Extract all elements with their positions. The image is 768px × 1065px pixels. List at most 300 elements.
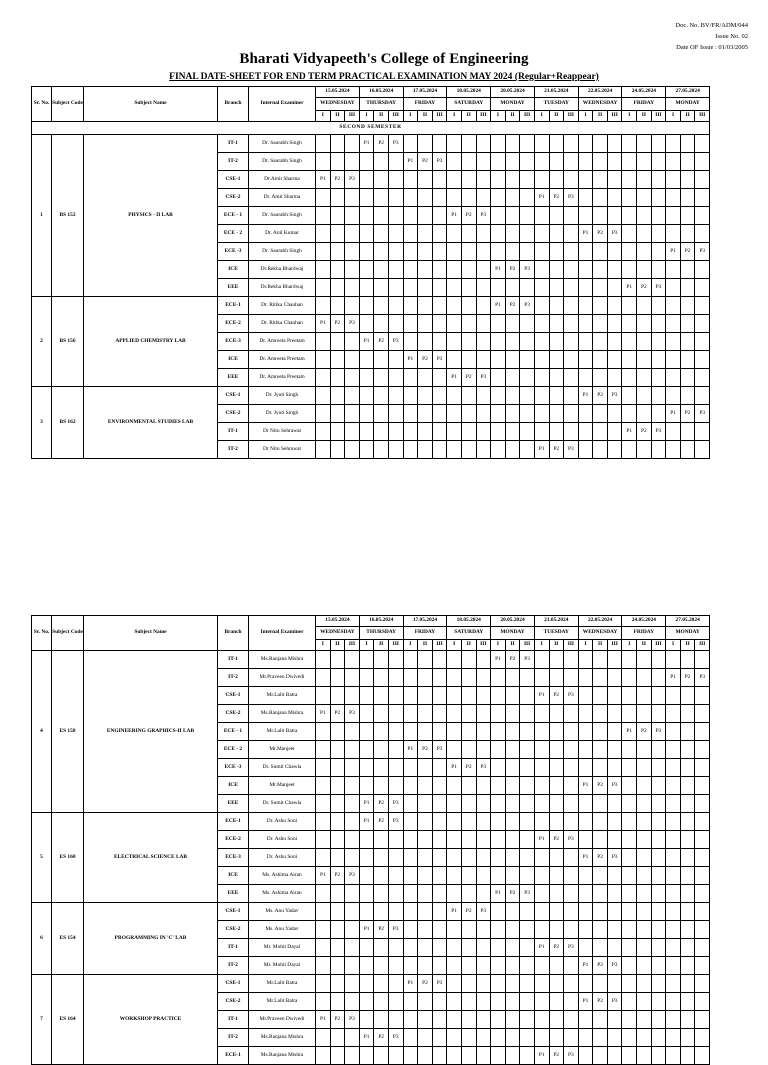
practical-slot-cell: P3	[651, 279, 666, 297]
empty-slot-cell	[549, 651, 564, 669]
empty-slot-cell	[695, 351, 710, 369]
practical-slot-cell: P3	[476, 759, 491, 777]
empty-slot-cell	[534, 279, 549, 297]
empty-slot-cell	[476, 723, 491, 741]
practical-slot-cell: P1	[403, 153, 418, 171]
empty-slot-cell	[461, 441, 476, 459]
empty-slot-cell	[461, 279, 476, 297]
empty-slot-cell	[680, 441, 695, 459]
empty-slot-cell	[461, 975, 476, 993]
empty-slot-cell	[388, 279, 403, 297]
empty-slot-cell	[316, 333, 331, 351]
branch-cell: ECE-2	[218, 831, 249, 849]
empty-slot-cell	[432, 369, 447, 387]
examiner-cell: Mr. Mohit Dayal	[249, 957, 316, 975]
subject-code: ES 154	[52, 903, 84, 975]
empty-slot-cell	[637, 813, 652, 831]
empty-slot-cell	[461, 135, 476, 153]
empty-slot-cell	[359, 315, 374, 333]
empty-slot-cell	[476, 333, 491, 351]
practical-slot-cell: P2	[637, 423, 652, 441]
empty-slot-cell	[680, 741, 695, 759]
empty-slot-cell	[549, 723, 564, 741]
empty-slot-cell	[578, 651, 593, 669]
empty-slot-cell	[432, 669, 447, 687]
empty-slot-cell	[418, 135, 433, 153]
empty-slot-cell	[359, 651, 374, 669]
empty-slot-cell	[564, 225, 579, 243]
empty-slot-cell	[505, 1011, 520, 1029]
empty-slot-cell	[359, 369, 374, 387]
empty-slot-cell	[476, 957, 491, 975]
empty-slot-cell	[666, 279, 681, 297]
empty-slot-cell	[680, 993, 695, 1011]
empty-slot-cell	[637, 369, 652, 387]
empty-slot-cell	[549, 135, 564, 153]
empty-slot-cell	[491, 315, 506, 333]
date-header: 15.05.2024	[316, 616, 360, 627]
empty-slot-cell	[403, 171, 418, 189]
practical-slot-cell: P1	[534, 939, 549, 957]
empty-slot-cell	[651, 921, 666, 939]
practical-slot-cell: P1	[534, 1047, 549, 1065]
practical-slot-cell: P2	[505, 297, 520, 315]
shift-header: II	[549, 640, 564, 651]
examiner-cell: Ms. Ashima Airan	[249, 867, 316, 885]
examiner-cell: Dr. Sumit Chawla	[249, 795, 316, 813]
empty-slot-cell	[578, 279, 593, 297]
day-header: WEDNESDAY	[316, 627, 360, 640]
empty-slot-cell	[637, 1011, 652, 1029]
empty-slot-cell	[432, 777, 447, 795]
empty-slot-cell	[316, 279, 331, 297]
empty-slot-cell	[651, 207, 666, 225]
empty-slot-cell	[491, 369, 506, 387]
empty-slot-cell	[695, 903, 710, 921]
empty-slot-cell	[374, 297, 389, 315]
empty-slot-cell	[476, 189, 491, 207]
empty-slot-cell	[666, 1047, 681, 1065]
shift-header: I	[447, 111, 462, 122]
empty-slot-cell	[388, 777, 403, 795]
empty-slot-cell	[622, 441, 637, 459]
shift-header: I	[578, 111, 593, 122]
empty-slot-cell	[622, 849, 637, 867]
practical-slot-cell: P1	[534, 687, 549, 705]
empty-slot-cell	[447, 975, 462, 993]
empty-slot-cell	[651, 651, 666, 669]
empty-slot-cell	[578, 1029, 593, 1047]
empty-slot-cell	[637, 777, 652, 795]
empty-slot-cell	[593, 759, 608, 777]
empty-slot-cell	[316, 975, 331, 993]
empty-slot-cell	[564, 423, 579, 441]
empty-slot-cell	[637, 705, 652, 723]
empty-slot-cell	[564, 135, 579, 153]
shift-header: II	[680, 111, 695, 122]
empty-slot-cell	[330, 687, 345, 705]
empty-slot-cell	[578, 939, 593, 957]
empty-slot-cell	[666, 333, 681, 351]
empty-slot-cell	[622, 315, 637, 333]
empty-slot-cell	[418, 297, 433, 315]
empty-slot-cell	[374, 171, 389, 189]
empty-slot-cell	[330, 1029, 345, 1047]
empty-slot-cell	[418, 1011, 433, 1029]
practical-slot-cell: P1	[447, 903, 462, 921]
empty-slot-cell	[403, 279, 418, 297]
empty-slot-cell	[461, 723, 476, 741]
empty-slot-cell	[374, 993, 389, 1011]
empty-slot-cell	[491, 849, 506, 867]
branch-cell: CSE-1	[218, 975, 249, 993]
empty-slot-cell	[403, 759, 418, 777]
empty-slot-cell	[622, 351, 637, 369]
shift-header: I	[534, 640, 549, 651]
empty-slot-cell	[520, 957, 535, 975]
day-header: SATURDAY	[447, 98, 491, 111]
practical-slot-cell: P3	[345, 867, 360, 885]
empty-slot-cell	[447, 867, 462, 885]
empty-slot-cell	[432, 705, 447, 723]
empty-slot-cell	[345, 687, 360, 705]
empty-slot-cell	[578, 669, 593, 687]
empty-slot-cell	[447, 1029, 462, 1047]
empty-slot-cell	[666, 135, 681, 153]
empty-slot-cell	[564, 705, 579, 723]
empty-slot-cell	[388, 369, 403, 387]
empty-slot-cell	[461, 813, 476, 831]
empty-slot-cell	[345, 387, 360, 405]
empty-slot-cell	[680, 975, 695, 993]
empty-slot-cell	[388, 423, 403, 441]
empty-slot-cell	[666, 939, 681, 957]
empty-slot-cell	[330, 669, 345, 687]
shift-header: I	[491, 111, 506, 122]
empty-slot-cell	[476, 867, 491, 885]
empty-slot-cell	[622, 975, 637, 993]
empty-slot-cell	[534, 297, 549, 315]
shift-header: III	[476, 640, 491, 651]
empty-slot-cell	[403, 225, 418, 243]
empty-slot-cell	[359, 297, 374, 315]
empty-slot-cell	[695, 279, 710, 297]
empty-slot-cell	[447, 333, 462, 351]
empty-slot-cell	[505, 975, 520, 993]
empty-slot-cell	[476, 423, 491, 441]
examiner-cell: Dr. Ashu Soni	[249, 831, 316, 849]
day-header: MONDAY	[666, 98, 710, 111]
empty-slot-cell	[403, 315, 418, 333]
empty-slot-cell	[461, 885, 476, 903]
empty-slot-cell	[578, 441, 593, 459]
empty-slot-cell	[418, 921, 433, 939]
empty-slot-cell	[403, 993, 418, 1011]
empty-slot-cell	[476, 351, 491, 369]
header-subject-name: Subject Name	[84, 87, 218, 122]
empty-slot-cell	[695, 957, 710, 975]
empty-slot-cell	[607, 885, 622, 903]
empty-slot-cell	[359, 243, 374, 261]
empty-slot-cell	[491, 387, 506, 405]
empty-slot-cell	[607, 243, 622, 261]
empty-slot-cell	[593, 885, 608, 903]
practical-slot-cell: P3	[476, 369, 491, 387]
empty-slot-cell	[476, 135, 491, 153]
empty-slot-cell	[695, 939, 710, 957]
practical-slot-cell: P3	[388, 135, 403, 153]
examiner-cell: Ms. Anu Yadav	[249, 903, 316, 921]
empty-slot-cell	[622, 333, 637, 351]
empty-slot-cell	[637, 207, 652, 225]
empty-slot-cell	[447, 261, 462, 279]
empty-slot-cell	[651, 957, 666, 975]
practical-slot-cell: P3	[607, 387, 622, 405]
examiner-cell: Dr. Saurabh Singh	[249, 207, 316, 225]
empty-slot-cell	[651, 741, 666, 759]
empty-slot-cell	[505, 921, 520, 939]
empty-slot-cell	[330, 279, 345, 297]
empty-slot-cell	[374, 759, 389, 777]
empty-slot-cell	[578, 741, 593, 759]
empty-slot-cell	[476, 243, 491, 261]
empty-slot-cell	[607, 261, 622, 279]
empty-slot-cell	[695, 261, 710, 279]
subject-name: APPLIED CHEMISTRY LAB	[84, 297, 218, 387]
empty-slot-cell	[534, 885, 549, 903]
empty-slot-cell	[432, 333, 447, 351]
empty-slot-cell	[374, 315, 389, 333]
shift-header: III	[651, 640, 666, 651]
empty-slot-cell	[593, 795, 608, 813]
examiner-cell: Ms.Ranjana Mishra	[249, 651, 316, 669]
empty-slot-cell	[695, 759, 710, 777]
empty-slot-cell	[680, 369, 695, 387]
empty-slot-cell	[505, 867, 520, 885]
empty-slot-cell	[461, 867, 476, 885]
practical-slot-cell: P3	[432, 351, 447, 369]
empty-slot-cell	[534, 207, 549, 225]
empty-slot-cell	[534, 849, 549, 867]
empty-slot-cell	[432, 207, 447, 225]
empty-slot-cell	[432, 1047, 447, 1065]
empty-slot-cell	[374, 207, 389, 225]
empty-slot-cell	[388, 939, 403, 957]
practical-slot-cell: P3	[695, 243, 710, 261]
practical-slot-cell: P1	[491, 651, 506, 669]
shift-header: III	[432, 640, 447, 651]
empty-slot-cell	[330, 297, 345, 315]
header-branch: Branch	[218, 87, 249, 122]
empty-slot-cell	[593, 423, 608, 441]
empty-slot-cell	[403, 831, 418, 849]
empty-slot-cell	[593, 669, 608, 687]
empty-slot-cell	[330, 405, 345, 423]
empty-slot-cell	[622, 957, 637, 975]
empty-slot-cell	[418, 669, 433, 687]
empty-slot-cell	[374, 369, 389, 387]
empty-slot-cell	[505, 993, 520, 1011]
practical-slot-cell: P2	[593, 849, 608, 867]
subject-sr-no: 6	[32, 903, 52, 975]
empty-slot-cell	[403, 651, 418, 669]
empty-slot-cell	[432, 225, 447, 243]
empty-slot-cell	[403, 387, 418, 405]
empty-slot-cell	[374, 831, 389, 849]
empty-slot-cell	[666, 207, 681, 225]
shift-header: III	[695, 640, 710, 651]
empty-slot-cell	[491, 723, 506, 741]
empty-slot-cell	[491, 777, 506, 795]
empty-slot-cell	[316, 1047, 331, 1065]
empty-slot-cell	[418, 813, 433, 831]
empty-slot-cell	[578, 723, 593, 741]
empty-slot-cell	[578, 189, 593, 207]
empty-slot-cell	[637, 921, 652, 939]
empty-slot-cell	[476, 387, 491, 405]
empty-slot-cell	[461, 261, 476, 279]
empty-slot-cell	[388, 831, 403, 849]
empty-slot-cell	[651, 1047, 666, 1065]
empty-slot-cell	[345, 795, 360, 813]
empty-slot-cell	[520, 315, 535, 333]
empty-slot-cell	[418, 723, 433, 741]
empty-slot-cell	[461, 387, 476, 405]
empty-slot-cell	[607, 441, 622, 459]
empty-slot-cell	[549, 957, 564, 975]
practical-slot-cell: P2	[680, 405, 695, 423]
empty-slot-cell	[549, 813, 564, 831]
empty-slot-cell	[447, 1047, 462, 1065]
empty-slot-cell	[593, 741, 608, 759]
empty-slot-cell	[593, 921, 608, 939]
date-header: 24.05.2024	[622, 87, 666, 98]
practical-slot-cell: P3	[476, 207, 491, 225]
empty-slot-cell	[418, 885, 433, 903]
empty-slot-cell	[491, 405, 506, 423]
empty-slot-cell	[549, 867, 564, 885]
practical-slot-cell: P2	[374, 135, 389, 153]
empty-slot-cell	[651, 705, 666, 723]
empty-slot-cell	[476, 687, 491, 705]
empty-slot-cell	[403, 903, 418, 921]
empty-slot-cell	[359, 705, 374, 723]
empty-slot-cell	[578, 171, 593, 189]
empty-slot-cell	[316, 387, 331, 405]
empty-slot-cell	[564, 849, 579, 867]
empty-slot-cell	[461, 1047, 476, 1065]
empty-slot-cell	[695, 1011, 710, 1029]
empty-slot-cell	[593, 651, 608, 669]
empty-slot-cell	[505, 369, 520, 387]
empty-slot-cell	[345, 243, 360, 261]
empty-slot-cell	[534, 957, 549, 975]
practical-slot-cell: P2	[549, 1047, 564, 1065]
shift-header: III	[388, 640, 403, 651]
empty-slot-cell	[345, 135, 360, 153]
branch-cell: IT-2	[218, 1029, 249, 1047]
empty-slot-cell	[549, 297, 564, 315]
empty-slot-cell	[330, 135, 345, 153]
examiner-cell: Mr. Mohit Dayal	[249, 939, 316, 957]
empty-slot-cell	[607, 279, 622, 297]
practical-slot-cell: P2	[374, 333, 389, 351]
shift-header: III	[564, 640, 579, 651]
empty-slot-cell	[520, 777, 535, 795]
empty-slot-cell	[695, 741, 710, 759]
subject-name: PROGRAMMING IN 'C' LAB	[84, 903, 218, 975]
empty-slot-cell	[651, 333, 666, 351]
empty-slot-cell	[418, 387, 433, 405]
empty-slot-cell	[564, 1011, 579, 1029]
empty-slot-cell	[345, 849, 360, 867]
empty-slot-cell	[388, 261, 403, 279]
empty-slot-cell	[534, 405, 549, 423]
branch-cell: ECE-1	[218, 1047, 249, 1065]
empty-slot-cell	[432, 423, 447, 441]
empty-slot-cell	[403, 777, 418, 795]
empty-slot-cell	[505, 135, 520, 153]
empty-slot-cell	[447, 387, 462, 405]
empty-slot-cell	[388, 1011, 403, 1029]
empty-slot-cell	[418, 939, 433, 957]
empty-slot-cell	[388, 867, 403, 885]
empty-slot-cell	[374, 351, 389, 369]
empty-slot-cell	[316, 831, 331, 849]
practical-slot-cell: P1	[403, 975, 418, 993]
examiner-cell: Mr.Manjeet	[249, 741, 316, 759]
empty-slot-cell	[447, 705, 462, 723]
branch-cell: ICE	[218, 261, 249, 279]
empty-slot-cell	[520, 993, 535, 1011]
empty-slot-cell	[491, 135, 506, 153]
empty-slot-cell	[564, 351, 579, 369]
date-header: 18.05.2024	[447, 616, 491, 627]
subject-sr-no: 1	[32, 135, 52, 297]
empty-slot-cell	[359, 939, 374, 957]
empty-slot-cell	[607, 423, 622, 441]
empty-slot-cell	[651, 189, 666, 207]
empty-slot-cell	[695, 171, 710, 189]
branch-cell: IT-2	[218, 957, 249, 975]
empty-slot-cell	[476, 297, 491, 315]
empty-slot-cell	[491, 741, 506, 759]
empty-slot-cell	[666, 1011, 681, 1029]
empty-slot-cell	[388, 351, 403, 369]
empty-slot-cell	[403, 795, 418, 813]
branch-cell: EEE	[218, 885, 249, 903]
empty-slot-cell	[491, 921, 506, 939]
empty-slot-cell	[637, 189, 652, 207]
empty-slot-cell	[680, 759, 695, 777]
empty-slot-cell	[534, 423, 549, 441]
empty-slot-cell	[316, 777, 331, 795]
empty-slot-cell	[345, 813, 360, 831]
empty-slot-cell	[447, 687, 462, 705]
empty-slot-cell	[578, 813, 593, 831]
empty-slot-cell	[637, 975, 652, 993]
empty-slot-cell	[695, 777, 710, 795]
empty-slot-cell	[534, 777, 549, 795]
empty-slot-cell	[316, 849, 331, 867]
empty-slot-cell	[403, 867, 418, 885]
date-header: 22.05.2024	[578, 87, 622, 98]
empty-slot-cell	[432, 903, 447, 921]
empty-slot-cell	[680, 279, 695, 297]
empty-slot-cell	[359, 171, 374, 189]
empty-slot-cell	[593, 243, 608, 261]
examiner-cell: Dr.Rekha Bhardwaj	[249, 261, 316, 279]
